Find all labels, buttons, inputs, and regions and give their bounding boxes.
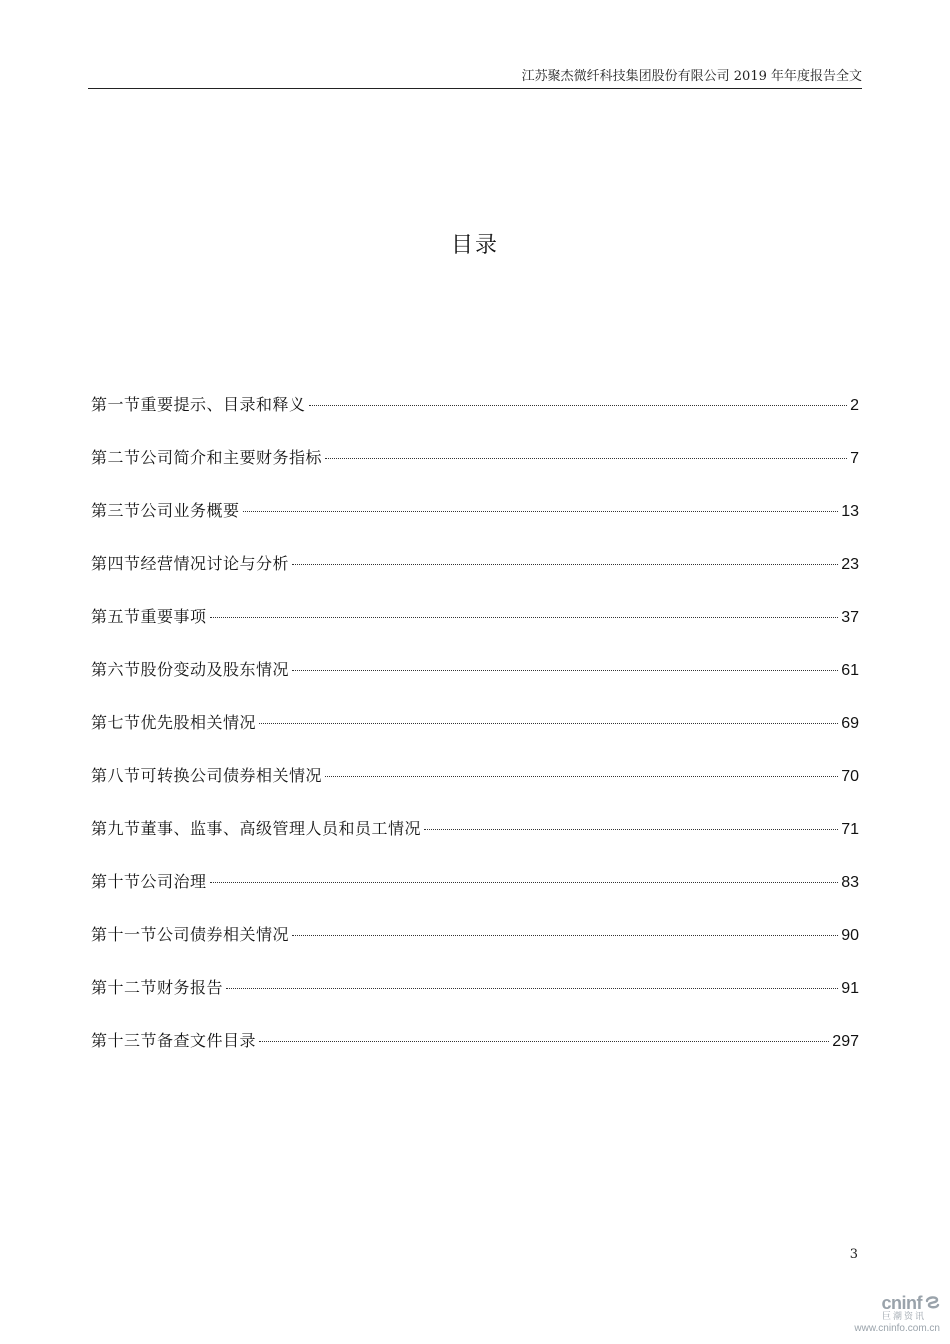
- toc-entry-page: 90: [841, 927, 859, 944]
- toc-entry-label: 第八节可转换公司债券相关情况: [91, 766, 323, 785]
- toc-entry-label: 第五节重要事项: [91, 607, 207, 626]
- toc-entry[interactable]: [91, 869, 859, 922]
- toc-entry[interactable]: [91, 445, 859, 498]
- toc-entry-label: 第四节经营情况讨论与分析: [91, 554, 290, 573]
- watermark-brand: cninf: [881, 1293, 922, 1313]
- toc-entry-label: 第三节公司业务概要: [91, 501, 240, 520]
- toc-entry-page: 2: [850, 397, 859, 414]
- toc-entry-page: 37: [841, 609, 859, 626]
- toc-dot-leader: [243, 511, 839, 512]
- toc-entry[interactable]: [91, 975, 859, 1028]
- toc-entry-label: 第二节公司简介和主要财务指标: [91, 448, 323, 467]
- toc-entry-label: 第一节重要提示、目录和释义: [91, 395, 306, 414]
- toc-entry[interactable]: [91, 498, 859, 551]
- toc-dot-leader: [325, 458, 847, 459]
- toc-entry-label: 第六节股份变动及股东情况: [91, 660, 290, 679]
- toc-entry[interactable]: [91, 710, 859, 763]
- toc-entry-page: 7: [850, 450, 859, 467]
- toc-entry-page: 83: [841, 874, 859, 891]
- toc-entry-page: 69: [841, 715, 859, 732]
- toc-entry-label: 第十三节备查文件目录: [91, 1031, 257, 1050]
- toc-entry[interactable]: [91, 816, 859, 869]
- toc-entry-page: 91: [841, 980, 859, 997]
- table-of-contents: [91, 392, 859, 1081]
- toc-dot-leader: [259, 1041, 829, 1042]
- toc-entry-page: 70: [841, 768, 859, 785]
- toc-entry-page: 23: [841, 556, 859, 573]
- page-header: [88, 62, 862, 89]
- cninfo-watermark: [842, 1294, 940, 1334]
- toc-entry-label: 第十二节财务报告: [91, 978, 224, 997]
- toc-title: 目录: [450, 233, 499, 258]
- toc-dot-leader: [424, 829, 838, 830]
- toc-entry-page: 297: [832, 1033, 859, 1050]
- toc-dot-leader: [292, 935, 838, 936]
- toc-entry-label: 第七节优先股相关情况: [91, 713, 257, 732]
- toc-entry[interactable]: [91, 551, 859, 604]
- toc-entry[interactable]: [91, 604, 859, 657]
- toc-entry[interactable]: [91, 1028, 859, 1081]
- toc-dot-leader: [210, 882, 839, 883]
- toc-entry-label: 第九节董事、监事、高级管理人员和员工情况: [91, 819, 422, 838]
- header-title: 江苏聚杰微纤科技集团股份有限公司 2019 年年度报告全文: [521, 69, 862, 84]
- toc-entry-label: 第十一节公司债券相关情况: [91, 925, 290, 944]
- toc-dot-leader: [309, 405, 848, 406]
- watermark-brand-cn: 巨潮资讯: [881, 1312, 926, 1322]
- toc-entry[interactable]: [91, 392, 859, 445]
- watermark-logo: [882, 1294, 941, 1312]
- page-number: 3: [849, 1247, 858, 1262]
- toc-entry-label: 第十节公司治理: [91, 872, 207, 891]
- toc-dot-leader: [226, 988, 838, 989]
- toc-dot-leader: [292, 564, 838, 565]
- toc-dot-leader: [292, 670, 838, 671]
- toc-dot-leader: [210, 617, 839, 618]
- toc-entry-page: 61: [841, 662, 859, 679]
- toc-entry-page: 13: [841, 503, 859, 520]
- watermark-url: www.cninfo.com.cn: [854, 1323, 940, 1334]
- toc-entry[interactable]: [91, 922, 859, 975]
- toc-entry[interactable]: [91, 763, 859, 816]
- toc-entry-page: 71: [841, 821, 859, 838]
- toc-entry[interactable]: [91, 657, 859, 710]
- cninfo-swirl-logo-icon: [924, 1295, 940, 1311]
- toc-dot-leader: [259, 723, 838, 724]
- toc-dot-leader: [325, 776, 838, 777]
